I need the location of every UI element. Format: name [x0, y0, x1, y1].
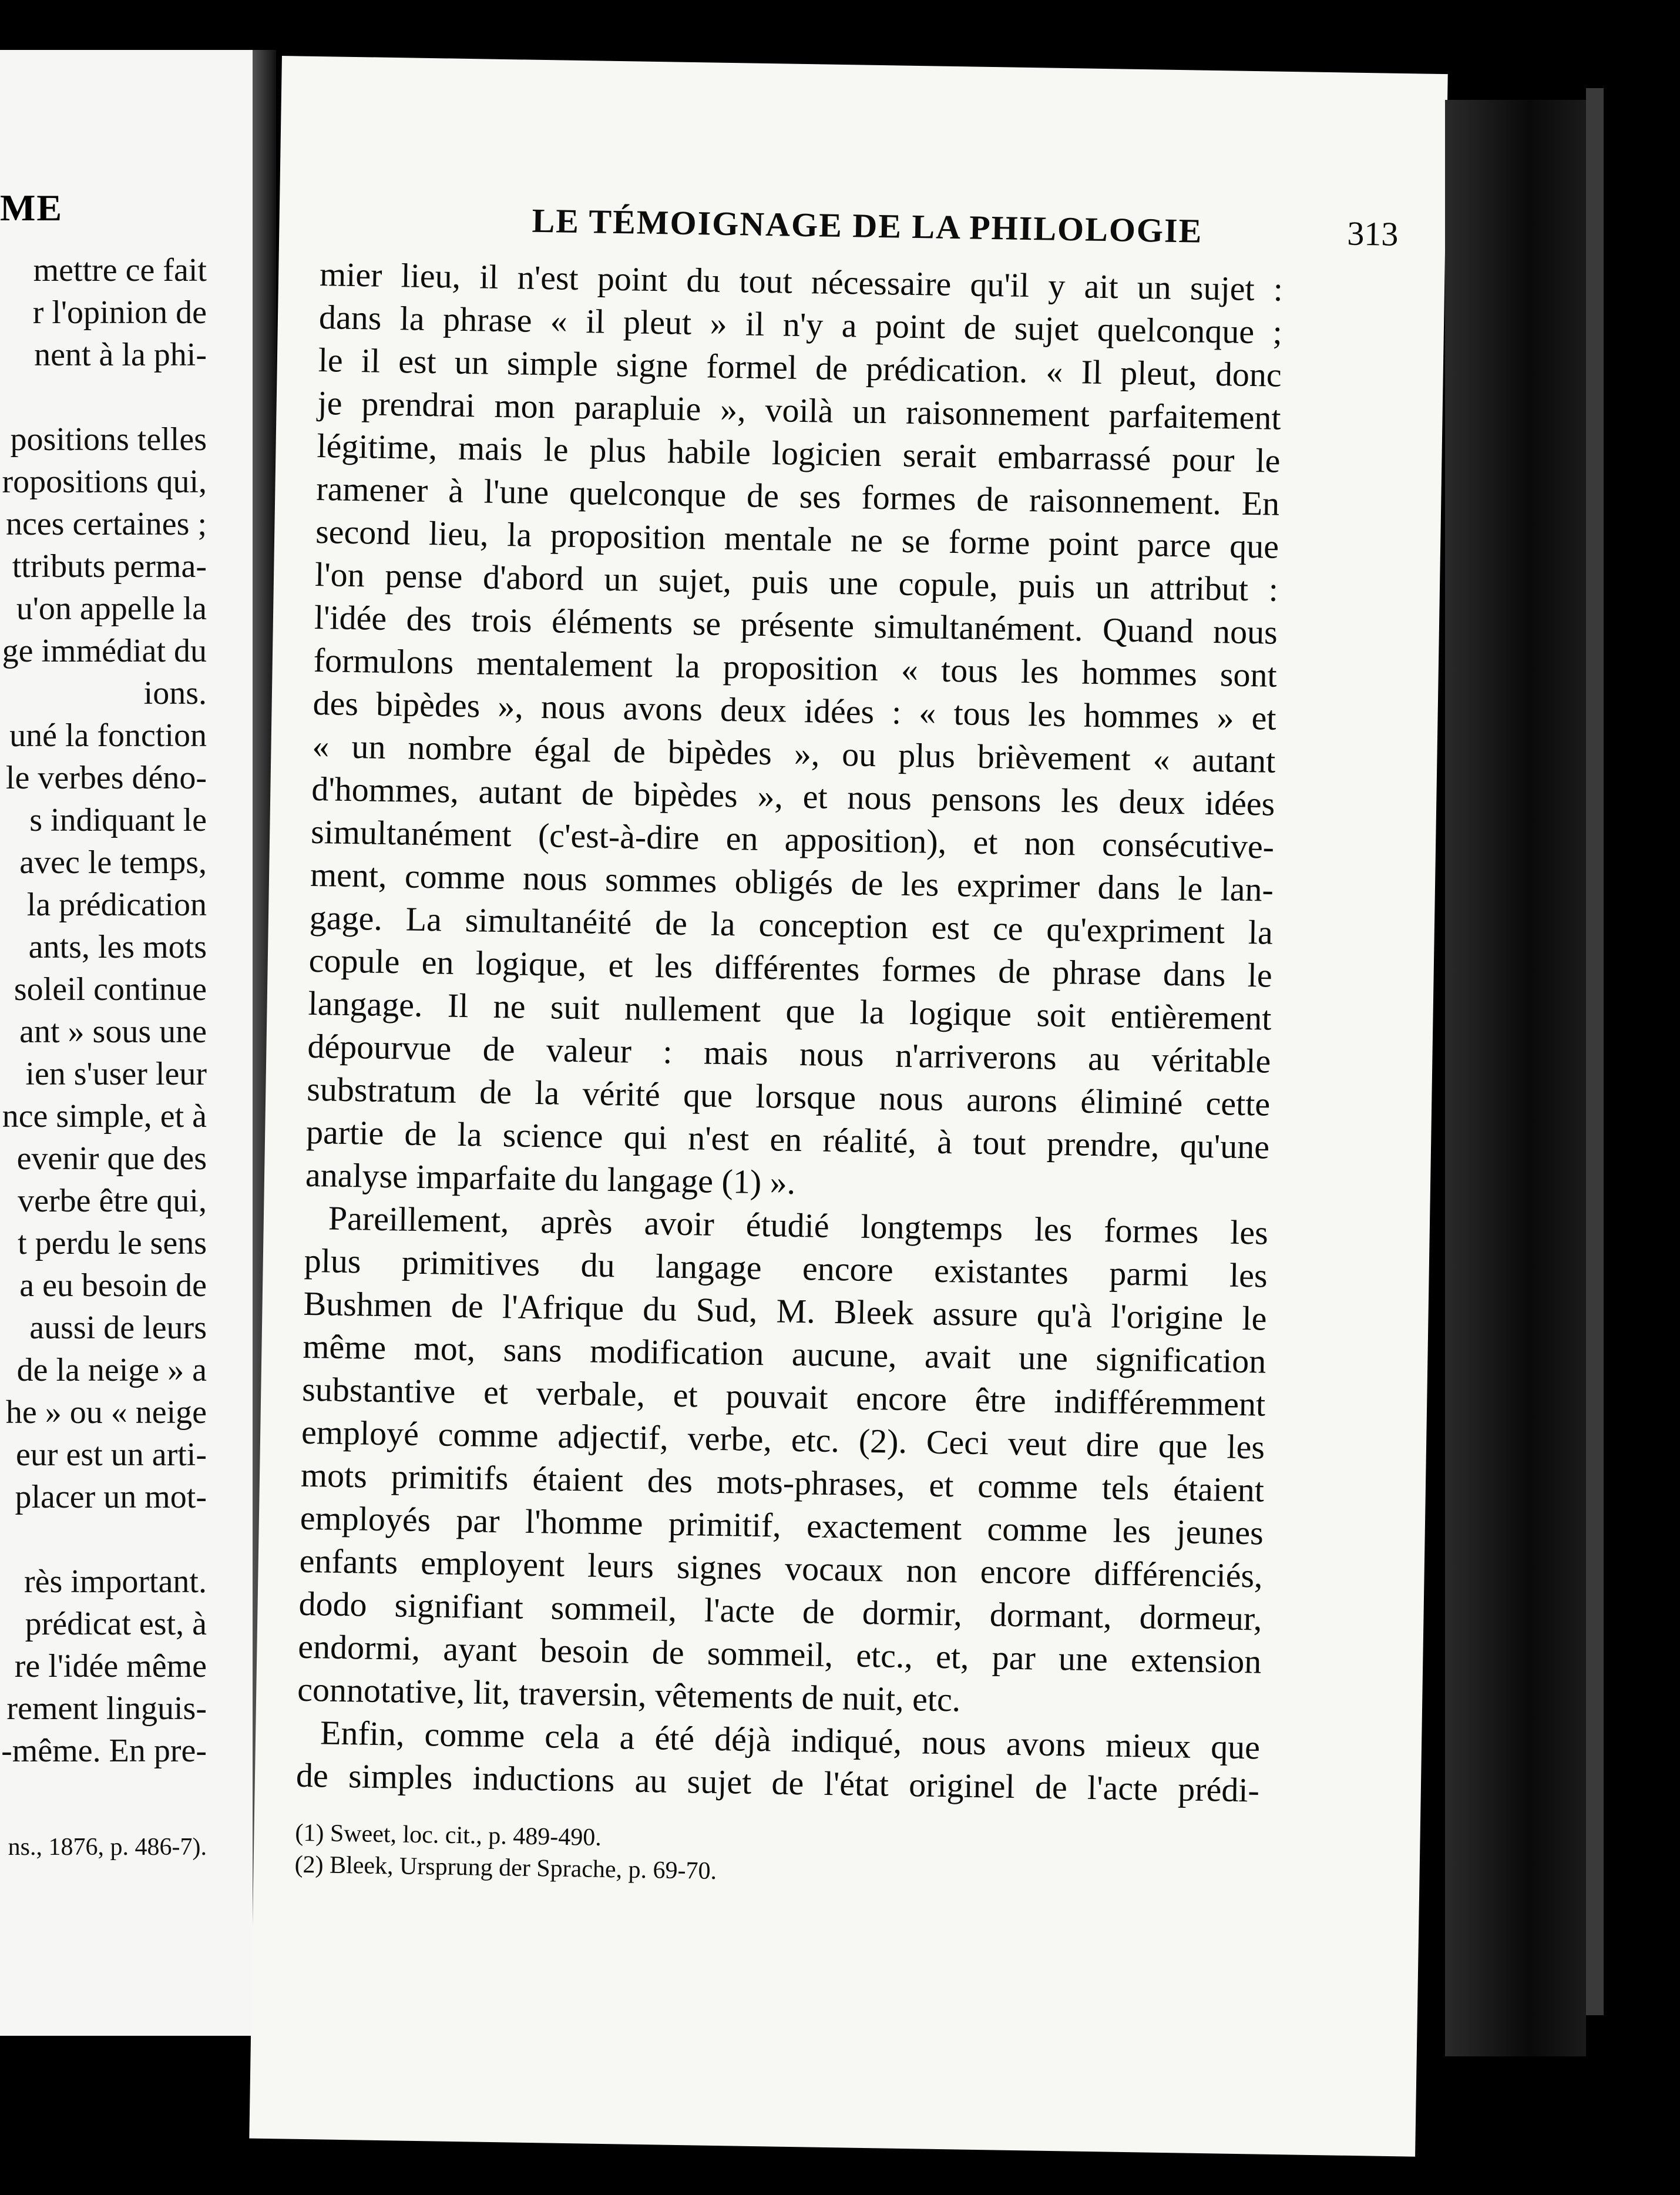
body-line: ment, comme nous sommes obligés de les exprimer dans le lan-: [310, 855, 1274, 909]
book-spine-edge: [1586, 88, 1604, 2015]
body-line: d'hommes, autant de bipèdes », et nous pensons les deux idées: [311, 769, 1275, 823]
body-line: mots primitifs étaient des mots-phrases, et comme tels étaient: [300, 1455, 1265, 1509]
right-page: [249, 56, 1447, 2157]
left-page-line: he » ou « neige: [5, 1394, 207, 1431]
left-page-line: prédicat est, à: [25, 1606, 207, 1642]
left-page-line: eur est un arti-: [16, 1437, 207, 1473]
body-line: analyse imparfaite du langage (1) ».: [305, 1155, 796, 1201]
left-page-line: de la neige » a: [16, 1352, 207, 1388]
body-line: Enfin, comme cela a été déjà indiqué, nous avons mieux que: [320, 1713, 1261, 1767]
body-line: copule en logique, et les différentes formes de phrase dans le: [308, 941, 1273, 995]
left-page-line: a eu besoin de: [19, 1267, 207, 1304]
left-page-line: re l'idée même: [14, 1648, 207, 1684]
body-line: dépourvue de valeur : mais nous n'arriverons au véritable: [307, 1026, 1271, 1080]
body-line: partie de la science qui n'est en réalité, à tout prendre, qu'une: [305, 1112, 1270, 1166]
left-page: [0, 50, 253, 2036]
left-page-line: placer un mot-: [15, 1479, 207, 1515]
body-line: je prendrai mon parapluie », voilà un raisonnement parfaitement: [317, 384, 1282, 437]
body-line: même mot, sans modification aucune, avait une signification: [302, 1327, 1266, 1381]
body-line: substratum de la vérité que lorsque nous aurons éliminé cette: [306, 1069, 1271, 1123]
running-header: LE TÉMOIGNAGE DE LA PHILOLOGIE: [532, 201, 1203, 250]
body-line: substantive et verbale, et pouvait encore être indifféremment: [301, 1370, 1266, 1424]
left-page-line: ge immédiat du: [2, 633, 207, 669]
footnote: (2) Bleek, Ursprung der Sprache, p. 69-70.: [294, 1851, 717, 1885]
book-page-edge: [1445, 100, 1586, 2056]
left-page-line: verbe être qui,: [18, 1183, 207, 1219]
left-page-line: t perdu le sens: [18, 1225, 207, 1261]
left-page-line: ants, les mots: [28, 929, 207, 965]
body-line: légitime, mais le plus habile logicien serait embarrassé pour le: [317, 427, 1281, 480]
left-page-line: nces certaines ;: [5, 506, 207, 542]
body-line: l'on pense d'abord un sujet, puis une copule, puis un attribut :: [314, 555, 1279, 609]
left-page-line: evenir que des: [16, 1140, 207, 1177]
left-page-footnote-fragment: ns., 1876, p. 486-7).: [8, 1834, 207, 1861]
body-line: connotative, lit, traversin, vêtements de nuit, etc.: [297, 1670, 961, 1719]
body-line: « un nombre égal de bipèdes », ou plus brièvement « autant: [312, 726, 1276, 780]
left-page-line: -même. En pre-: [1, 1733, 207, 1769]
left-page-line: uné la fonction: [9, 717, 207, 754]
left-page-line: la prédication: [26, 887, 207, 923]
left-page-line: rement linguis-: [6, 1690, 207, 1727]
footnote: (1) Sweet, loc. cit., p. 489-490.: [295, 1819, 602, 1851]
body-line: Bushmen de l'Afrique du Sud, M. Bleek assure qu'à l'origine le: [303, 1284, 1267, 1338]
left-page-line: nent à la phi-: [34, 337, 207, 373]
left-page-line: ions.: [143, 675, 207, 711]
body-line: l'idée des trois éléments se présente simultanément. Quand nous: [314, 598, 1278, 652]
body-line: Pareillement, après avoir étudié longtemps les formes les: [328, 1199, 1269, 1252]
body-line: enfants employent leurs signes vocaux non encore différenciés,: [299, 1541, 1264, 1595]
body-line: simultanément (c'est-à-dire en apposition), et non consécutive-: [310, 812, 1275, 866]
body-line: ramener à l'une quelconque de ses formes de raisonnement. En: [315, 469, 1280, 523]
body-line: gage. La simultanéité de la conception est ce qu'expriment la: [309, 898, 1274, 952]
left-page-line: positions telles: [10, 421, 207, 458]
body-line: mier lieu, il n'est point du tout nécessaire qu'il y ait un sujet :: [319, 255, 1283, 308]
left-page-line: ant » sous une: [19, 1013, 207, 1050]
body-line: le il est un simple signe formel de prédication. « Il pleut, donc: [318, 341, 1282, 394]
body-line: second lieu, la proposition mentale ne se forme point parce que: [315, 512, 1279, 566]
body-line: formulons mentalement la proposition « tous les hommes sont: [313, 640, 1278, 694]
body-line: langage. Il ne suit nullement que la logique soit entièrement: [308, 984, 1272, 1038]
left-page-line: ien s'user leur: [25, 1056, 207, 1092]
body-line: employés par l'homme primitif, exactement comme les jeunes: [300, 1498, 1264, 1552]
left-page-line: ropositions qui,: [2, 464, 207, 500]
body-line: des bipèdes », nous avons deux idées : « tous les hommes » et: [313, 683, 1277, 737]
left-page-line: soleil continue: [14, 971, 207, 1008]
body-line: dans la phrase « il pleut » il n'y a point de sujet quelconque ;: [318, 298, 1283, 351]
body-line: employé comme adjectif, verbe, etc. (2). Ceci veut dire que les: [301, 1412, 1265, 1466]
left-page-line: nce simple, et à: [2, 1098, 207, 1135]
left-page-line: rès important.: [23, 1563, 207, 1600]
left-page-line: avec le temps,: [19, 844, 207, 881]
body-line: dodo signifiant sommeil, l'acte de dormir, dormant, dormeur,: [298, 1584, 1262, 1638]
left-page-line: s indiquant le: [29, 802, 207, 838]
body-line: endormi, ayant besoin de sommeil, etc., et, par une extension: [297, 1627, 1262, 1681]
left-page-line: aussi de leurs: [29, 1310, 207, 1346]
body-line: plus primitives du langage encore existantes parmi les: [304, 1241, 1268, 1295]
left-page-line: le verbes déno-: [5, 760, 207, 796]
left-page-line: ttributs perma-: [12, 548, 207, 585]
left-page-header-fragment: ME: [0, 187, 63, 229]
left-page-line: r l'opinion de: [32, 294, 207, 331]
page-number: 313: [1346, 214, 1399, 253]
left-page-line: mettre ce fait: [33, 252, 207, 288]
left-page-line: u'on appelle la: [16, 590, 207, 627]
body-line: de simples inductions au sujet de l'état originel de l'acte prédi-: [295, 1756, 1260, 1810]
